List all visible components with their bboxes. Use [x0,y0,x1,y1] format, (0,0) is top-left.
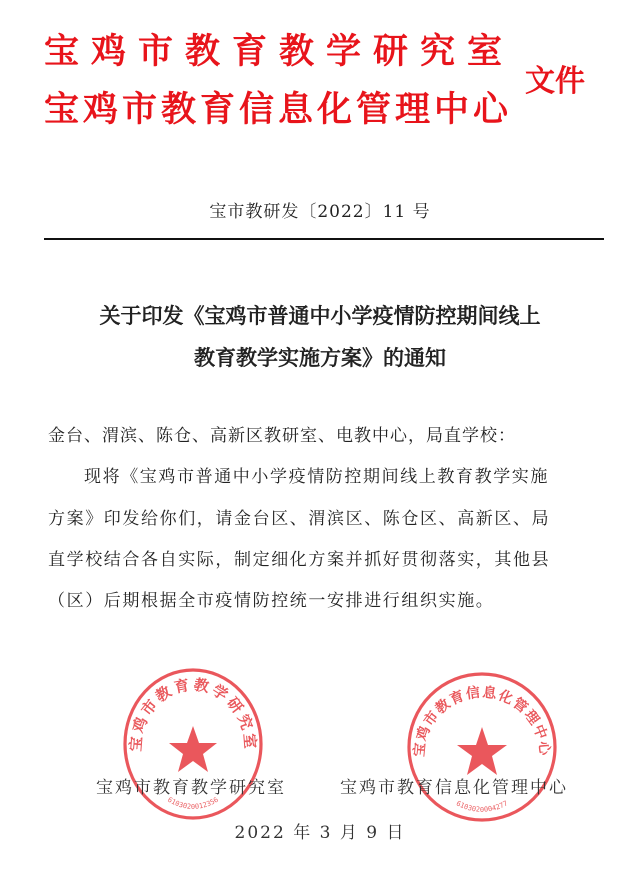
star-icon [457,727,507,775]
signature-issuer-1: 宝鸡市教育教学研究室 [96,778,286,798]
recipients: 金台、渭滨、陈仓、高新区教研室、电教中心，局直学校： [48,426,516,446]
notice-title-line-1: 关于印发《宝鸡市普通中小学疫情防控期间线上 [99,303,541,328]
seal-code: 6103020012356 [166,795,220,811]
star-icon [169,726,217,772]
official-seal-informatization-center [402,665,562,825]
document-suffix: 文件 [525,64,585,99]
official-seal-research-office [118,662,268,822]
seal-ring-text: 宝鸡市教育教学研究室 [126,675,260,753]
signature-issuer-2: 宝鸡市教育信息化管理中心 [340,778,568,798]
body-line: 方案》印发给你们，请金台区、渭滨区、陈仓区、高新区、局 [48,509,551,529]
notice-title-line-2: 教育教学实施方案》的通知 [194,345,446,370]
body-line: （区）后期根据全市疫情防控统一安排进行组织实施。 [48,591,495,611]
issue-date: 2022 年 3 月 9 日 [234,823,406,843]
header-divider [44,238,604,240]
seal-code: 6103020004277 [454,799,510,814]
body-line: 现将《宝鸡市普通中小学疫情防控期间线上教育教学实施 [84,467,549,487]
document-number: 宝市教研发〔2022〕11 号 [209,202,431,222]
issuer-line-2: 宝鸡市教育信息化管理中心 [44,89,513,130]
issuer-line-1: 宝鸡市教育教学研究室 [44,31,515,72]
seal-ring-text: 宝鸡市教育信息化管理中心 [411,684,553,758]
svg-text:6103020004277 [455,799,509,813]
body-line: 直学校结合各自实际，制定细化方案并抓好贯彻落实，其他县 [48,550,551,570]
